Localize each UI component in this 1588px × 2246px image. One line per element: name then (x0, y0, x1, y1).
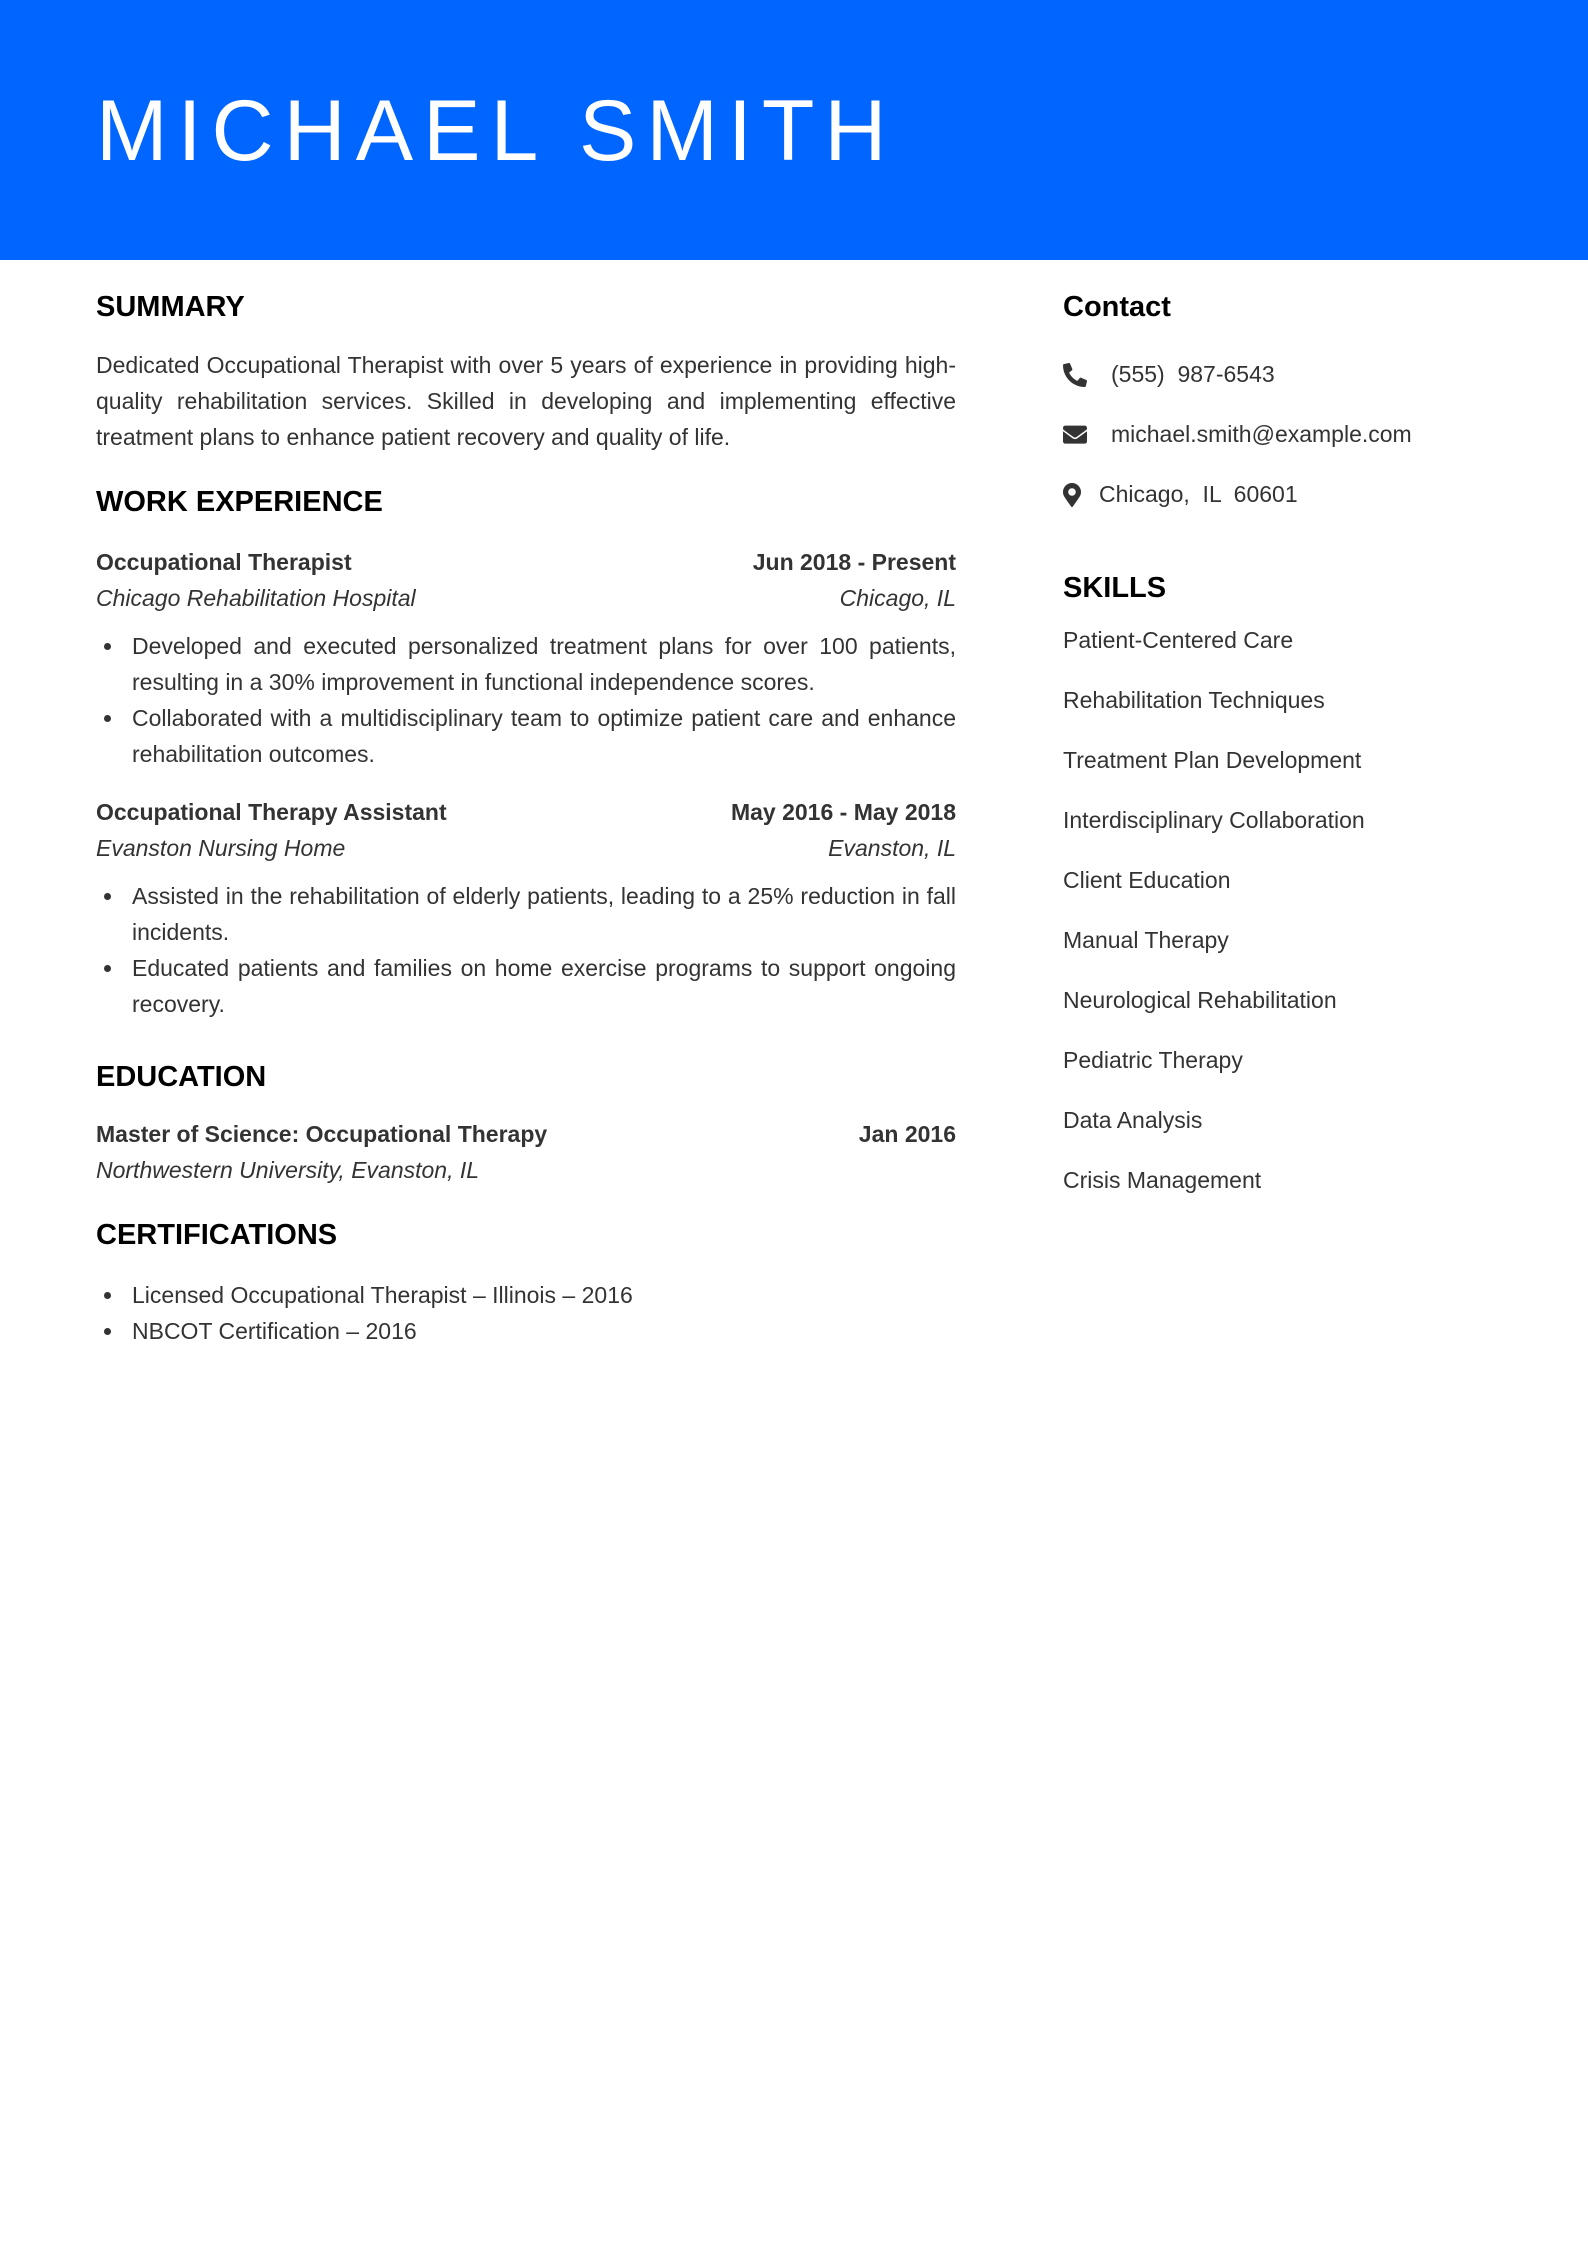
list-item: Manual Therapy (1063, 926, 1229, 953)
bullet-text: Educated patients and families on home exercise programs to support ongoing recovery. (132, 954, 956, 1017)
bullet-icon (104, 1292, 111, 1299)
list-item (96, 700, 956, 772)
job-bullets (96, 628, 956, 772)
list-item: Client Education (1063, 866, 1231, 893)
certification-text: Licensed Occupational Therapist – Illinois – 2016 (132, 1282, 633, 1309)
contact-email (1063, 417, 1523, 453)
skills-heading: SKILLS (1063, 571, 1167, 604)
list-item: Data Analysis (1063, 1106, 1203, 1133)
bullet-icon (104, 893, 111, 900)
job-entry (96, 794, 956, 1022)
experience-heading: WORK EXPERIENCE (96, 485, 383, 518)
skills-section (1063, 571, 1523, 1198)
list-item (96, 1313, 956, 1349)
list-item: Treatment Plan Development (1063, 746, 1362, 773)
list-item: Pediatric Therapy (1063, 1046, 1243, 1073)
bullet-text: Developed and executed personalized treatment plans for over 100 patients, resulting in a 30% improvement in functional independence scores. (132, 632, 956, 695)
list-item (96, 628, 956, 700)
job-entry (96, 544, 956, 772)
list-item: Neurological Rehabilitation (1063, 986, 1337, 1013)
summary-heading: SUMMARY (96, 291, 245, 323)
contact-heading: Contact (1063, 291, 1171, 323)
contact-phone (1063, 357, 1523, 393)
sidebar-column (1063, 290, 1523, 1198)
skills-list (1063, 622, 1523, 1198)
bullet-icon (104, 965, 111, 972)
job-employer: Chicago Rehabilitation Hospital (96, 584, 416, 611)
email-address: michael.smith@example.com (1111, 421, 1412, 448)
certifications-section (96, 1218, 956, 1349)
job-title: Occupational Therapy Assistant (96, 798, 447, 825)
bullet-icon (104, 1328, 111, 1335)
contact-section (1063, 290, 1523, 513)
degree-date: Jan 2016 (858, 1121, 956, 1148)
header-banner (0, 0, 1588, 260)
envelope-icon (1063, 422, 1089, 448)
job-date: May 2016 - May 2018 (730, 798, 956, 825)
main-column (96, 290, 956, 1349)
bullet-icon (104, 715, 111, 722)
phone-icon (1063, 362, 1089, 388)
list-item: Interdisciplinary Collaboration (1063, 806, 1365, 833)
list-item: Rehabilitation Techniques (1063, 686, 1325, 713)
summary-section (96, 290, 956, 455)
job-location: Evanston, IL (828, 834, 956, 861)
list-item: Patient-Centered Care (1063, 626, 1294, 653)
experience-section (96, 485, 956, 1022)
contact-location (1063, 477, 1523, 513)
summary-text: Dedicated Occupational Therapist with over 5 years of experience in providing high-quality rehabilitation services. Skilled in developing and implementing effective treatment plans to enhance patient recovery and quality of life. (96, 351, 956, 450)
school-name: Northwestern University, Evanston, IL (96, 1157, 480, 1184)
job-title: Occupational Therapist (96, 548, 352, 575)
candidate-name: MICHAEL SMITH (96, 83, 897, 179)
job-employer: Evanston Nursing Home (96, 834, 346, 861)
education-section (96, 1060, 956, 1189)
certification-text: NBCOT Certification – 2016 (132, 1318, 417, 1345)
phone-number: (555) 987-6543 (1111, 361, 1275, 388)
education-heading: EDUCATION (96, 1060, 267, 1093)
certifications-list (96, 1277, 956, 1349)
location-text: Chicago, IL 60601 (1099, 481, 1298, 508)
list-item (96, 1277, 956, 1313)
job-location: Chicago, IL (839, 584, 956, 611)
certifications-heading: CERTIFICATIONS (96, 1219, 338, 1252)
bullet-icon (104, 643, 111, 650)
job-date: Jun 2018 - Present (752, 548, 956, 575)
list-item (96, 878, 956, 950)
bullet-text: Collaborated with a multidisciplinary team to optimize patient care and enhance rehabilitation outcomes. (132, 704, 956, 767)
list-item: Crisis Management (1063, 1166, 1262, 1193)
bullet-text: Assisted in the rehabilitation of elderly patients, leading to a 25% reduction in fall incidents. (132, 882, 956, 945)
list-item (96, 950, 956, 1022)
job-bullets (96, 878, 956, 1022)
map-marker-icon (1063, 482, 1083, 508)
degree-title: Master of Science: Occupational Therapy (96, 1121, 548, 1148)
